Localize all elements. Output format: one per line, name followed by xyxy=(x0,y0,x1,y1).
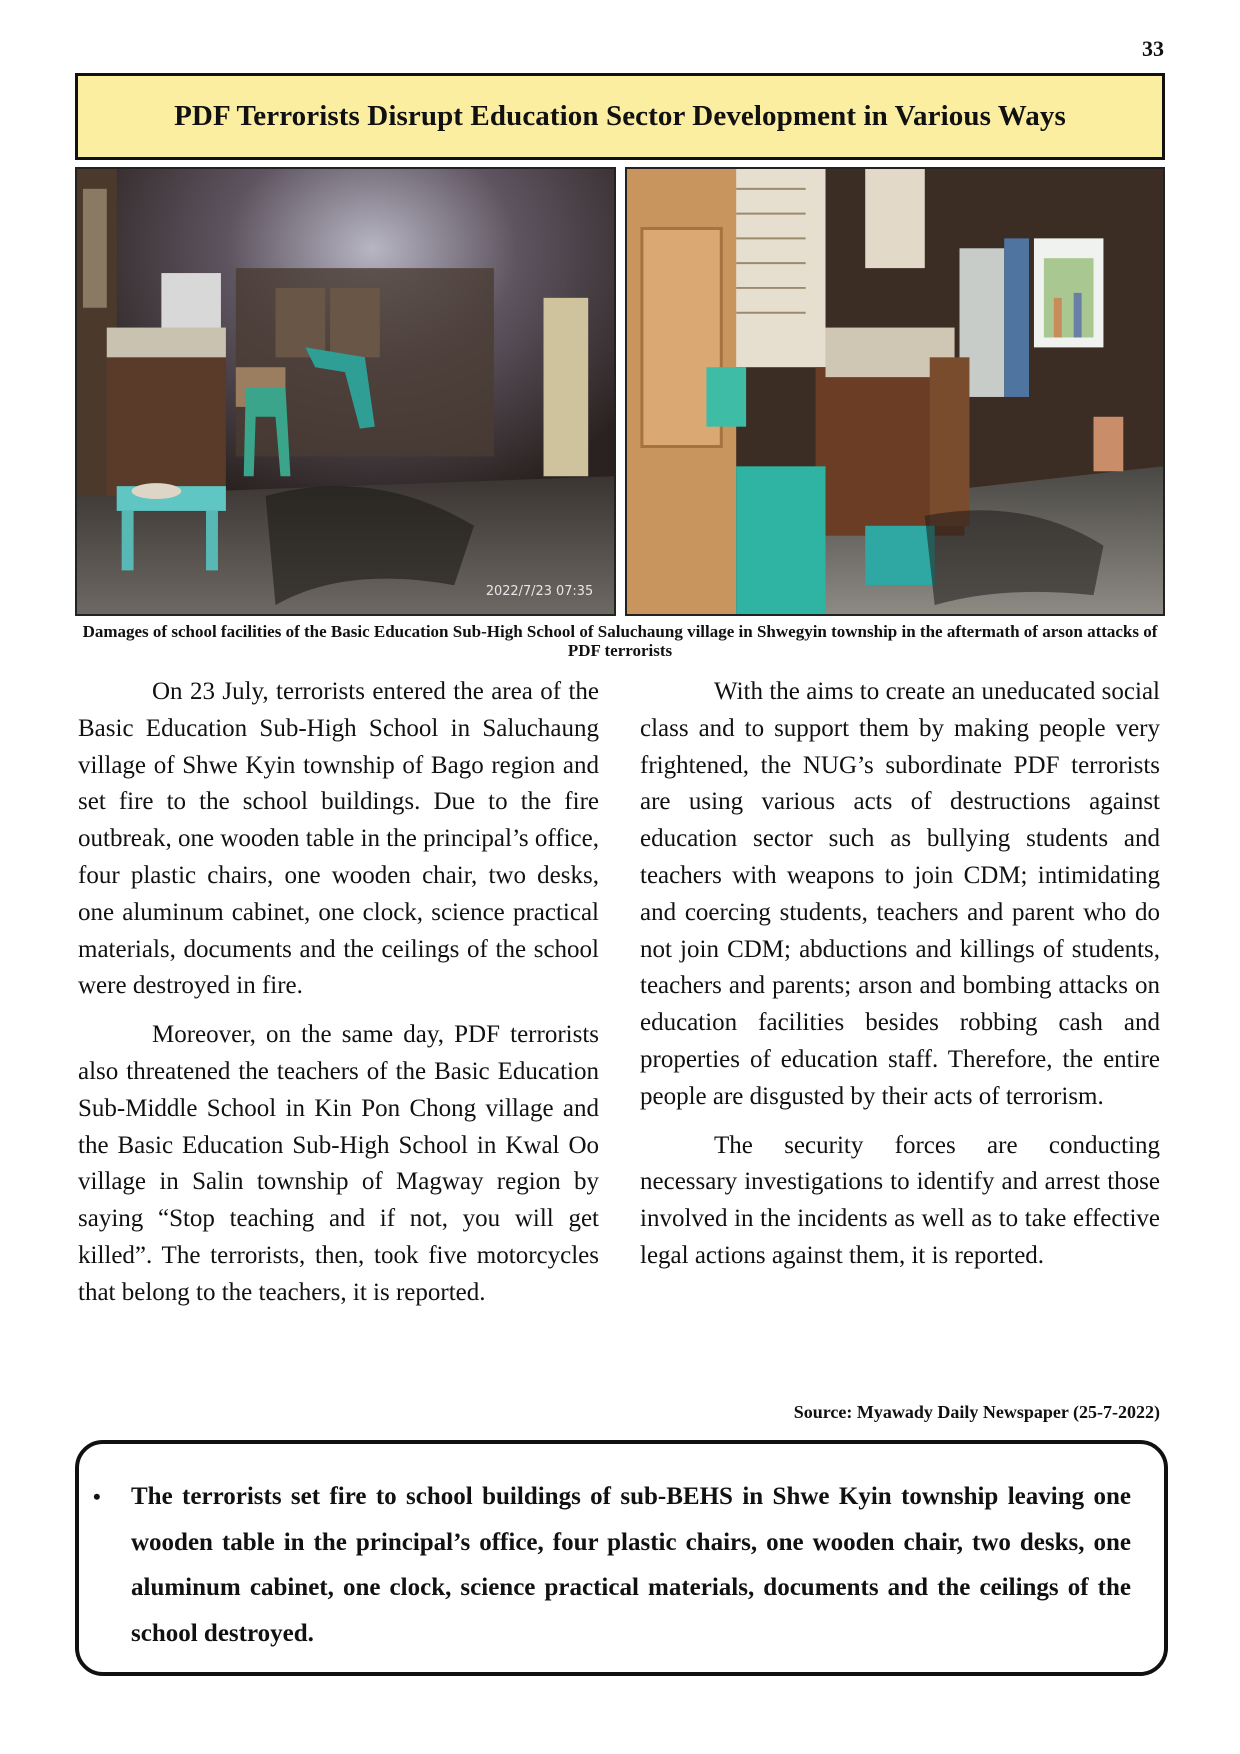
summary-list xyxy=(93,1474,1131,1656)
photo-damaged-office xyxy=(625,167,1165,616)
damaged-office-illustration xyxy=(627,169,1163,614)
summary-box xyxy=(75,1440,1168,1676)
right-column xyxy=(640,674,1160,1287)
burned-classroom-illustration xyxy=(77,169,614,614)
left-column xyxy=(78,674,599,1324)
photo-caption: Damages of school facilities of the Basic Education Sub-High School of Saluchaung village in Shwegyin township in the aftermath of arson attacks of PDF terrorists xyxy=(82,622,1158,660)
page-number: 33 xyxy=(1142,36,1164,61)
paragraph: On 23 July, terrorists entered the area of the Basic Education Sub-High School in Saluchaung village of Shwe Kyin township of Bago region and set fire to the school buildings. Due to the fire outbreak, one wooden table in the principal’s office, four plastic chairs, one wooden chair, two desks, one aluminum cabinet, one clock, science practical materials, documents and the ceilings of the school were destroyed in fire. xyxy=(78,678,599,1000)
article-title: PDF Terrorists Disrupt Education Sector Development in Various Ways xyxy=(174,100,1066,132)
summary-text: The terrorists set fire to school buildings of sub-BEHS in Shwe Kyin township leaving one wooden table in the principal’s office, four plastic chairs, one wooden chair, two desks, one aluminum cabinet, one clock, science practical materials, documents and the ceilings of the school destroyed. xyxy=(131,1483,1131,1647)
source-citation: Source: Myawady Daily Newspaper (25-7-2022) xyxy=(793,1402,1160,1422)
paragraph: Moreover, on the same day, PDF terrorists also threatened the teachers of the Basic Education Sub-Middle School in Kin Pon Chong village and the Basic Education Sub-High School in Kwal Oo village in Salin township of Magway region by saying “Stop teaching and if not, you will get killed”. The terrorists, then, took five motorcycles that belong to the teachers, it is reported. xyxy=(78,1021,599,1306)
bullet-icon: • xyxy=(93,1484,101,1509)
photo-burned-classroom xyxy=(75,167,616,616)
photo-timestamp: 2022/7/23 07:35 xyxy=(485,584,594,600)
paragraph: The security forces are conducting necessary investigations to identify and arrest those involved in the incidents as well as to take effective legal actions against them, it is reported. xyxy=(640,1131,1160,1269)
summary-item xyxy=(93,1474,1131,1656)
paragraph: With the aims to create an uneducated social class and to support them by making people very frightened, the NUG’s subordinate PDF terrorists are using various acts of destructions against education sector such as bullying students and teachers with weapons to join CDM; intimidating and coercing students, teachers and parent who do not join CDM; abductions and killings of students, teachers and parents; arson and bombing attacks on education facilities besides robbing cash and properties of education staff. Therefore, the entire people are disgusted by their acts of terrorism. xyxy=(640,678,1160,1110)
title-banner xyxy=(75,73,1165,160)
